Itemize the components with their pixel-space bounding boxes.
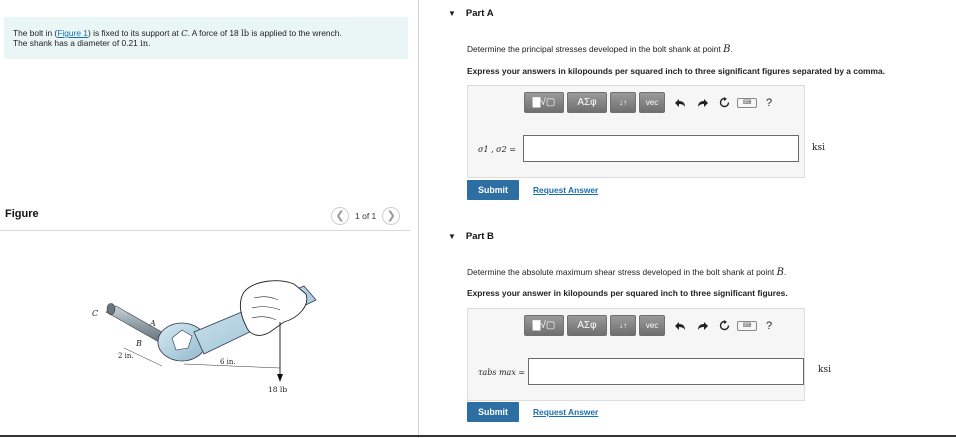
pager-text: 1 of 1 (355, 211, 377, 221)
problem-statement (4, 17, 408, 59)
part-b-instruction: Express your answer in kilopounds per squared inch to three significant figures. (467, 288, 788, 298)
label-c: C (92, 309, 99, 318)
prev-figure-button[interactable]: ❮ (331, 207, 349, 225)
undo-icon[interactable] (670, 92, 690, 113)
redo-icon[interactable] (692, 92, 712, 113)
question-text: Determine the absolute maximum shear stress developed in the bolt shank at point (467, 267, 777, 277)
part-b-answer-input[interactable] (528, 358, 804, 385)
problem-text: . (148, 38, 151, 48)
part-a-question (467, 44, 733, 55)
part-a-answer-input[interactable] (523, 135, 799, 162)
part-b-answer-box (467, 308, 831, 401)
label-2in: 2 in. (118, 352, 134, 360)
problem-text: The bolt in ( (13, 28, 58, 38)
force-unit: lb (241, 28, 250, 38)
part-b-answer-label: τabs max = (478, 368, 526, 377)
question-text: . (783, 267, 787, 277)
part-a-title: Part A (465, 8, 494, 19)
part-a-answer-label: σ1 , σ2 = (478, 145, 516, 154)
part-a-unit: ksi (812, 143, 825, 153)
part-a-submit-button[interactable]: Submit (467, 180, 519, 200)
part-a-request-answer-link[interactable]: Request Answer (533, 185, 599, 195)
label-a: A (150, 319, 156, 328)
label-b: B (136, 339, 142, 348)
label-force: 18 lb (268, 385, 288, 394)
column-divider (418, 0, 419, 438)
math-toolbar (524, 92, 779, 113)
diameter-unit: in (140, 38, 149, 48)
figure-link[interactable]: Figure 1 (57, 28, 88, 38)
greek-button[interactable]: ΑΣφ (567, 92, 607, 113)
part-b-request-answer-link[interactable]: Request Answer (533, 407, 599, 417)
bolt-end (107, 304, 115, 315)
math-toolbar (524, 315, 779, 336)
part-b-question (467, 267, 786, 278)
wrench-figure (84, 274, 334, 404)
force-arrowhead (277, 374, 283, 382)
arrows-button[interactable]: ↓↑ (610, 92, 636, 113)
figure-title: Figure (5, 208, 39, 220)
reset-icon[interactable] (714, 315, 734, 336)
figure-divider (0, 230, 410, 231)
reset-icon[interactable] (714, 92, 734, 113)
part-b-title: Part B (465, 231, 494, 242)
vec-button[interactable]: vec (639, 315, 665, 336)
templates-button[interactable]: ▇√▢ (524, 315, 564, 336)
redo-icon[interactable] (692, 315, 712, 336)
figure-pager (331, 207, 400, 225)
arrows-button[interactable]: ↓↑ (610, 315, 636, 336)
question-text: . (730, 44, 733, 54)
point-label: B (776, 267, 784, 278)
part-b-submit-button[interactable]: Submit (467, 402, 519, 422)
keyboard-icon[interactable]: ⌨ (737, 321, 757, 331)
part-b-header[interactable] (448, 231, 494, 242)
problem-text: . A force of 18 (187, 28, 242, 38)
next-figure-button[interactable]: ❯ (382, 207, 400, 225)
question-text: Determine the principal stresses developed in the bolt shank at point (467, 44, 724, 54)
point-label: B (723, 44, 731, 55)
keyboard-icon[interactable]: ⌨ (737, 98, 757, 108)
problem-text: ) is fixed to its support at (87, 28, 182, 38)
part-a-answer-box (467, 85, 825, 178)
undo-icon[interactable] (670, 315, 690, 336)
bottom-divider (0, 435, 956, 437)
help-icon[interactable]: ? (765, 96, 773, 109)
label-6in: 6 in. (220, 358, 236, 366)
part-a-instruction: Express your answers in kilopounds per squared inch to three significant figures separated by a comma. (467, 66, 885, 76)
greek-button[interactable]: ΑΣφ (567, 315, 607, 336)
part-b-unit: ksi (818, 365, 831, 375)
help-icon[interactable]: ? (765, 319, 773, 332)
vec-button[interactable]: vec (639, 92, 665, 113)
collapse-caret-icon[interactable]: ▼ (448, 9, 456, 18)
collapse-caret-icon[interactable]: ▼ (448, 232, 456, 241)
problem-text: is applied to the wrench. (249, 28, 342, 38)
part-a-header[interactable] (448, 8, 494, 19)
templates-button[interactable]: ▇√▢ (524, 92, 564, 113)
support-point: C (181, 28, 188, 38)
problem-text: The shank has a diameter of 0.21 (13, 38, 141, 48)
